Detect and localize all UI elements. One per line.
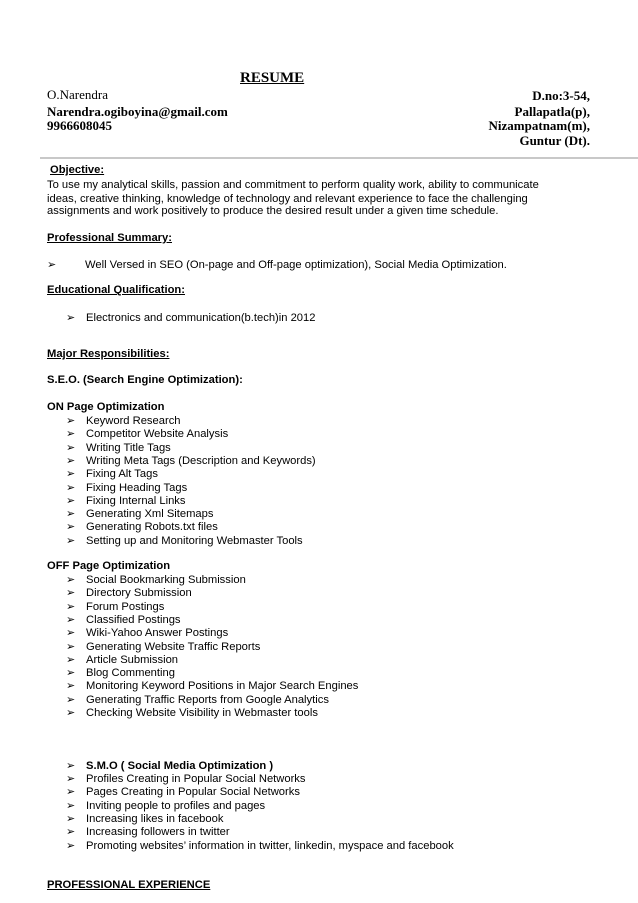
list-item [66,414,181,427]
list-item-text: Generating Traffic Reports from Google Analytics [86,693,329,706]
list-item-text: Writing Meta Tags (Description and Keywords) [86,454,316,467]
candidate-email: Narendra.ogiboyina@gmail.com [47,104,228,119]
list-item [66,679,358,692]
list-item [66,785,300,798]
list-item-text: Profiles Creating in Popular Social Networks [86,773,306,785]
list-item [66,666,175,679]
arrow-bullet-icon: ➢ [66,693,76,706]
list-item-text: Generating Robots.txt files [86,521,218,534]
arrow-bullet-icon: ➢ [66,600,76,613]
education-text: Electronics and communication(b.tech)in 2012 [86,312,316,324]
list-item [66,427,228,440]
list-item-text: Writing Title Tags [86,441,171,454]
list-item-text: Directory Submission [86,587,192,600]
list-item [66,812,223,825]
arrow-bullet-icon: ➢ [66,653,76,666]
arrow-bullet-icon: ➢ [66,415,76,427]
objective-line-2: ideas, creative thinking, knowledge of technology and relevant experience to face the challenging [47,193,528,205]
list-item [66,507,213,520]
candidate-phone: 9966608045 [47,118,112,133]
objective-heading: Objective: [50,164,105,176]
summary-heading: Professional Summary: [47,232,172,244]
objective-line-3: assignments and work positively to produce the desired result under a given time schedule. [47,205,499,217]
list-item [66,573,246,586]
list-item-text: Blog Commenting [86,667,175,680]
list-item-text: Wiki-Yahoo Answer Postings [86,627,229,640]
list-item [66,586,192,599]
resume-title: RESUME [240,70,305,86]
on-page-heading: ON Page Optimization [47,401,165,413]
list-item [66,613,181,626]
arrow-bullet-icon: ➢ [66,508,76,521]
arrow-bullet-icon: ➢ [66,799,76,812]
list-item-text: Fixing Internal Links [86,494,186,507]
seo-heading: S.E.O. (Search Engine Optimization): [47,374,243,386]
list-item [66,600,164,613]
list-item [66,481,187,494]
arrow-bullet-icon: ➢ [66,441,76,454]
education-heading: Educational Qualification: [47,284,185,296]
arrow-bullet-icon: ➢ [66,613,76,626]
arrow-bullet-icon: ➢ [66,667,76,680]
list-item-text: Inviting people to profiles and pages [86,799,266,812]
arrow-bullet-icon: ➢ [66,786,76,799]
address-line-4: Guntur (Dt). [519,133,590,148]
address-line-2: Pallapatla(p), [514,104,590,119]
list-item [66,534,303,547]
list-item-text: Forum Postings [86,600,165,613]
list-item [66,653,178,666]
smo-heading-item [66,759,273,772]
list-item [66,467,158,480]
objective-line-1: To use my analytical skills, passion and commitment to perform quality work, ability to communicate [47,179,539,191]
arrow-bullet-icon: ➢ [66,574,76,586]
arrow-bullet-icon: ➢ [66,826,76,839]
list-item-text: Setting up and Monitoring Webmaster Tools [86,534,303,547]
arrow-bullet-icon: ➢ [66,587,76,600]
arrow-bullet-icon: ➢ [66,707,76,719]
list-item-text: Fixing Heading Tags [86,481,188,494]
list-item [66,640,260,653]
list-item-text: Monitoring Keyword Positions in Major Search Engines [86,680,359,693]
list-item-text: Pages Creating in Popular Social Networks [86,786,300,799]
address-line-1: D.no:3-54, [532,88,590,103]
list-item-text: Article Submission [86,653,179,666]
list-item-text: Increasing followers in twitter [86,826,230,839]
smo-heading: S.M.O ( Social Media Optimization ) [86,760,274,772]
list-item-text: Checking Website Visibility in Webmaster tools [86,707,318,719]
list-item-text: Fixing Alt Tags [86,468,158,481]
list-item [66,693,329,706]
arrow-bullet-icon: ➢ [66,680,76,693]
arrow-bullet-icon: ➢ [47,259,57,271]
arrow-bullet-icon: ➢ [66,481,76,494]
arrow-bullet-icon: ➢ [66,773,76,785]
summary-text: Well Versed in SEO (On-page and Off-page optimization), Social Media Optimization. [85,259,507,271]
arrow-bullet-icon: ➢ [66,312,76,324]
arrow-bullet-icon: ➢ [66,428,76,441]
summary-item [47,258,507,271]
list-item [66,454,316,467]
arrow-bullet-icon: ➢ [66,521,76,534]
list-item [66,839,454,852]
list-item-text: Social Bookmarking Submission [86,574,246,586]
list-item [66,772,306,785]
off-page-heading: OFF Page Optimization [47,560,171,572]
arrow-bullet-icon: ➢ [66,839,76,852]
list-item [66,494,186,507]
arrow-bullet-icon: ➢ [66,494,76,507]
responsibilities-heading: Major Responsibilities: [47,348,170,360]
list-item-text: Generating Website Traffic Reports [86,640,261,653]
arrow-bullet-icon: ➢ [66,640,76,653]
arrow-bullet-icon: ➢ [66,534,76,547]
candidate-name: O.Narendra [47,87,108,102]
education-item [66,311,315,324]
list-item [66,626,228,639]
arrow-bullet-icon: ➢ [66,812,76,825]
list-item [66,825,230,838]
address-line-3: Nizampatnam(m), [488,118,590,133]
list-item [66,520,218,533]
list-item [66,706,318,719]
experience-heading: PROFESSIONAL EXPERIENCE [47,879,211,891]
arrow-bullet-icon: ➢ [66,627,76,640]
list-item-text: Classified Postings [86,613,181,626]
list-item-text: Competitor Website Analysis [86,428,229,441]
list-item-text: Promoting websites’ information in twitter, linkedin, myspace and facebook [86,839,454,852]
arrow-bullet-icon: ➢ [66,468,76,481]
arrow-bullet-icon: ➢ [66,760,76,772]
list-item-text: Generating Xml Sitemaps [86,508,214,521]
list-item [66,799,265,812]
list-item [66,441,171,454]
list-item-text: Increasing likes in facebook [86,812,224,825]
header-divider [40,157,638,159]
arrow-bullet-icon: ➢ [66,454,76,467]
list-item-text: Keyword Research [86,415,181,427]
